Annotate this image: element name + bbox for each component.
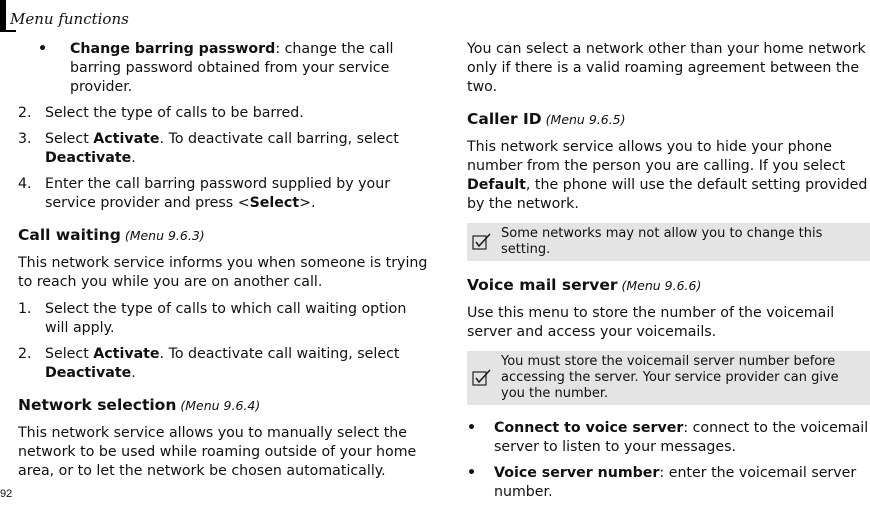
caller-id-description: [467, 138, 870, 214]
page-number: 92: [0, 488, 13, 500]
voice-mail-note: [467, 351, 870, 405]
call-waiting-step-1: [18, 300, 428, 338]
heading-text: Call waiting: [18, 226, 121, 244]
bullet-dot: •: [467, 420, 477, 436]
header-underline: [0, 30, 16, 32]
menu-reference: (Menu 9.6.6): [621, 278, 702, 293]
step-text: >.: [299, 195, 316, 211]
header-bar: [0, 0, 6, 30]
step-text: Select the type of calls to be barred.: [45, 105, 304, 121]
right-column: [467, 40, 870, 509]
network-intro: You can select a network other than your home network only if there is a valid roaming agreement between the two.: [467, 41, 866, 95]
note-text: Some networks may not allow you to change this setting.: [501, 226, 823, 257]
step-number: 1.: [18, 301, 32, 317]
network-selection-heading: [18, 395, 428, 416]
heading-text: Voice mail server: [467, 276, 618, 294]
activate-term: Activate: [93, 131, 160, 147]
bullet-dot: •: [38, 41, 48, 57]
bullet-term: Voice server number: [494, 465, 660, 481]
call-waiting-heading: [18, 225, 428, 246]
heading-text: Network selection: [18, 396, 177, 414]
step-text: .: [131, 150, 136, 166]
bullet-change-barring-password: [18, 40, 428, 97]
voice-mail-description: Use this menu to store the number of the voicemail server and access your voicemails.: [467, 305, 835, 340]
menu-reference: (Menu 9.6.4): [180, 398, 261, 413]
bullet-voice-server-number: [467, 464, 870, 502]
menu-reference: (Menu 9.6.5): [545, 112, 626, 127]
heading-text: Caller ID: [467, 110, 542, 128]
bullet-term: Change barring password: [70, 41, 276, 57]
bullet-text: : enter the voicemail server number.: [494, 465, 857, 500]
step-text: . To deactivate call barring, select: [159, 131, 399, 147]
activate-term: Activate: [93, 346, 160, 362]
bullet-term: Connect to voice server: [494, 420, 684, 436]
note-check-icon: [472, 233, 492, 251]
step-text: . To deactivate call waiting, select: [159, 346, 400, 362]
step-number: 3.: [18, 131, 32, 147]
step-number: 2.: [18, 105, 32, 121]
call-waiting-description: This network service informs you when someone is trying to reach you while you are on another call.: [18, 255, 428, 290]
step-text: Select: [45, 346, 94, 362]
step-3: [18, 130, 428, 168]
body-text: , the phone will use the default setting provided by the network.: [467, 177, 868, 212]
select-term: Select: [249, 195, 300, 211]
menu-reference: (Menu 9.6.3): [124, 228, 205, 243]
step-number: 4.: [18, 176, 32, 192]
step-text: Select the type of calls to which call waiting option will apply.: [45, 301, 407, 336]
default-term: Default: [467, 177, 526, 193]
call-waiting-step-2: [18, 345, 428, 383]
step-4: [18, 175, 428, 213]
step-text: Enter the call barring password supplied by your service provider and press <: [45, 176, 391, 211]
deactivate-term: Deactivate: [45, 150, 132, 166]
note-check-icon: [472, 369, 492, 387]
voice-mail-heading: [467, 275, 870, 296]
step-2: [18, 104, 428, 123]
bullet-text: : change the call barring password obtained from your service provider.: [70, 41, 394, 95]
caller-id-heading: [467, 109, 870, 130]
bullet-dot: •: [467, 465, 477, 481]
bullet-connect-to-voice-server: [467, 419, 870, 457]
network-selection-description: This network service allows you to manually select the network to be used while roaming outside of your home area, or to let the network be chosen automatically.: [18, 425, 417, 479]
body-text: This network service allows you to hide your phone number from the person you are calling. If you select: [467, 139, 846, 174]
caller-id-note: [467, 223, 870, 261]
left-column: [18, 40, 428, 481]
step-number: 2.: [18, 346, 32, 362]
step-text: .: [131, 365, 136, 381]
note-text: You must store the voicemail server number before accessing the server. Your service provider can give you the number.: [501, 354, 839, 401]
page-title: Menu functions: [10, 10, 129, 28]
deactivate-term: Deactivate: [45, 365, 132, 381]
step-text: Select: [45, 131, 94, 147]
bullet-text: : connect to the voicemail server to listen to your messages.: [494, 420, 869, 455]
